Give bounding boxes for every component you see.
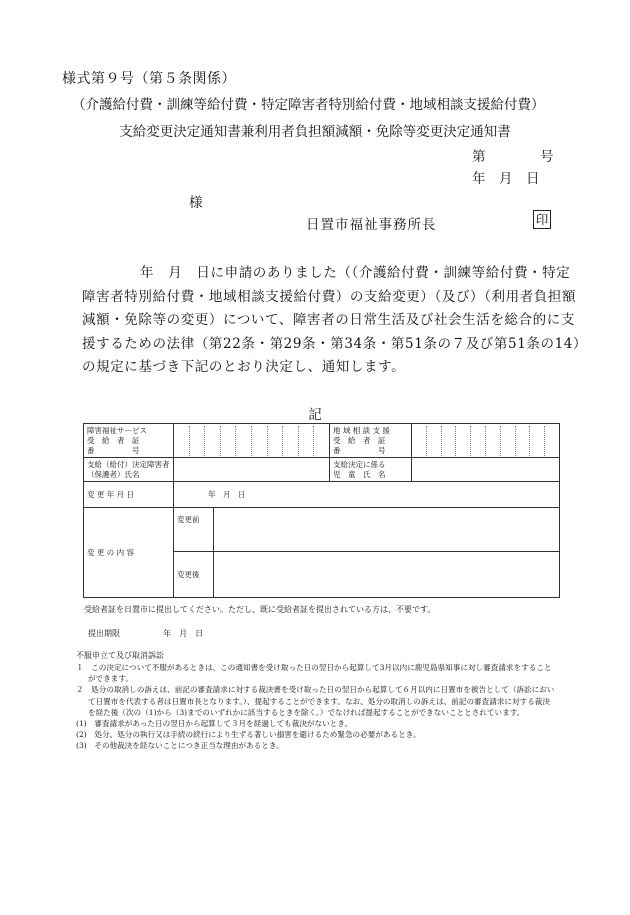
submit-deadline	[88, 628, 203, 639]
deadline-label: 提出期限	[88, 629, 120, 638]
after-label: 変更後	[174, 552, 214, 598]
change-date-label: 変 更 年 月 日	[84, 482, 174, 508]
addressee-honorific: 様	[189, 195, 203, 211]
appeal-sub-1: (1) 審査請求があった日の翌日から起算して３月を経過しても裁決がないとき。	[76, 719, 353, 729]
document-title: 支給変更決定通知書兼利用者負担額減額・免除等変更決定通知書	[119, 124, 511, 140]
table-row	[84, 508, 560, 552]
cert-number-label: 障害福祉サービス 受 給 者 証 番 号	[84, 424, 174, 458]
decision-person-field[interactable]	[174, 458, 330, 482]
before-field[interactable]	[214, 508, 560, 552]
appeal-sub-2: (2) 処分、処分の執行又は手続の続行により生ずる著しい損害を避けるため緊急の必要があるとき。	[76, 730, 421, 740]
decision-person-label: 支給（給付）決定障害者 （保護者）氏名	[84, 458, 174, 482]
table-row	[84, 482, 560, 508]
table-row	[84, 458, 560, 482]
appeal-item-2: ２ 処分の取消しの訴えは、前記の審査請求に対する裁決書を受け取った日の翌日から起算して６月以内に日置市を被告として（訴訟において日置市を代表する者は日置市長となります。）、提起することができます。なお、処分の取消しの訴えは、前記の審査請求に対する裁決を経た後（次の（1)から（3)までのいずれかに該当するときを除く。）でなければ提起することができないこととされています。	[76, 685, 555, 717]
deadline-value: 年 月 日	[163, 629, 204, 638]
region-cert-number-label: 地 域 相 談 支 援 受 給 者 証 番 号	[330, 424, 412, 458]
change-content-label: 変 更 の 内 容	[84, 508, 174, 598]
before-label: 変更前	[174, 508, 214, 552]
cert-number-field[interactable]	[174, 424, 330, 458]
table-row	[84, 424, 560, 458]
after-field[interactable]	[214, 552, 560, 598]
notice-body	[82, 262, 582, 380]
form-number: 様式第９号（第５条関係）	[62, 71, 236, 87]
cert-submit-note: 受給者証を日置市に提出してください。ただし、既に受給者証を提出されている方は、不要です。	[84, 605, 436, 614]
child-name-field[interactable]	[412, 458, 560, 482]
change-date-value[interactable]: 年 月 日	[174, 482, 560, 508]
appeal-heading: 不服申立て及び取消訴訟	[76, 651, 164, 660]
seal-mark: 印	[533, 210, 551, 229]
appeal-section	[76, 662, 556, 752]
document-number-label: 第	[472, 149, 486, 165]
issuer-name: 日置市福祉事務所長	[306, 217, 437, 233]
child-name-label: 支給決定に係る 児 童 氏 名	[330, 458, 412, 482]
region-cert-number-field[interactable]	[412, 424, 560, 458]
document-number-suffix: 号	[540, 149, 554, 165]
notice-body-text: 年 月 日に申請のありました（（介護給付費・訓練等給付費・特定障害者特別給付費・地域相談支援給付費）の支給変更）（及び）（利用者負担額減額・免除等の変更）について、障害者の日常生活及び社会生活を総合的に支援するための法律（第22条・第29条・第34条・第51条の７及び第51条の14）の規定に基づき下記のとおり決定し、通知します。	[82, 265, 581, 375]
document-date: 年 月 日	[472, 171, 540, 187]
appeal-sub-3: (3) その他裁決を経ないことにつき正当な理由があるとき。	[76, 741, 284, 751]
appeal-item-1: １ この決定について不服があるときは、この通知書を受け取った日の翌日から起算して3月以内に鹿児島県知事に対し審査請求をすることができます。	[76, 663, 552, 684]
detail-table	[83, 423, 560, 598]
ki-heading: 記	[308, 407, 322, 423]
form-subtitle: （介護給付費・訓練等給付費・特定障害者特別給付費・地域相談支援給付費）	[72, 97, 545, 113]
